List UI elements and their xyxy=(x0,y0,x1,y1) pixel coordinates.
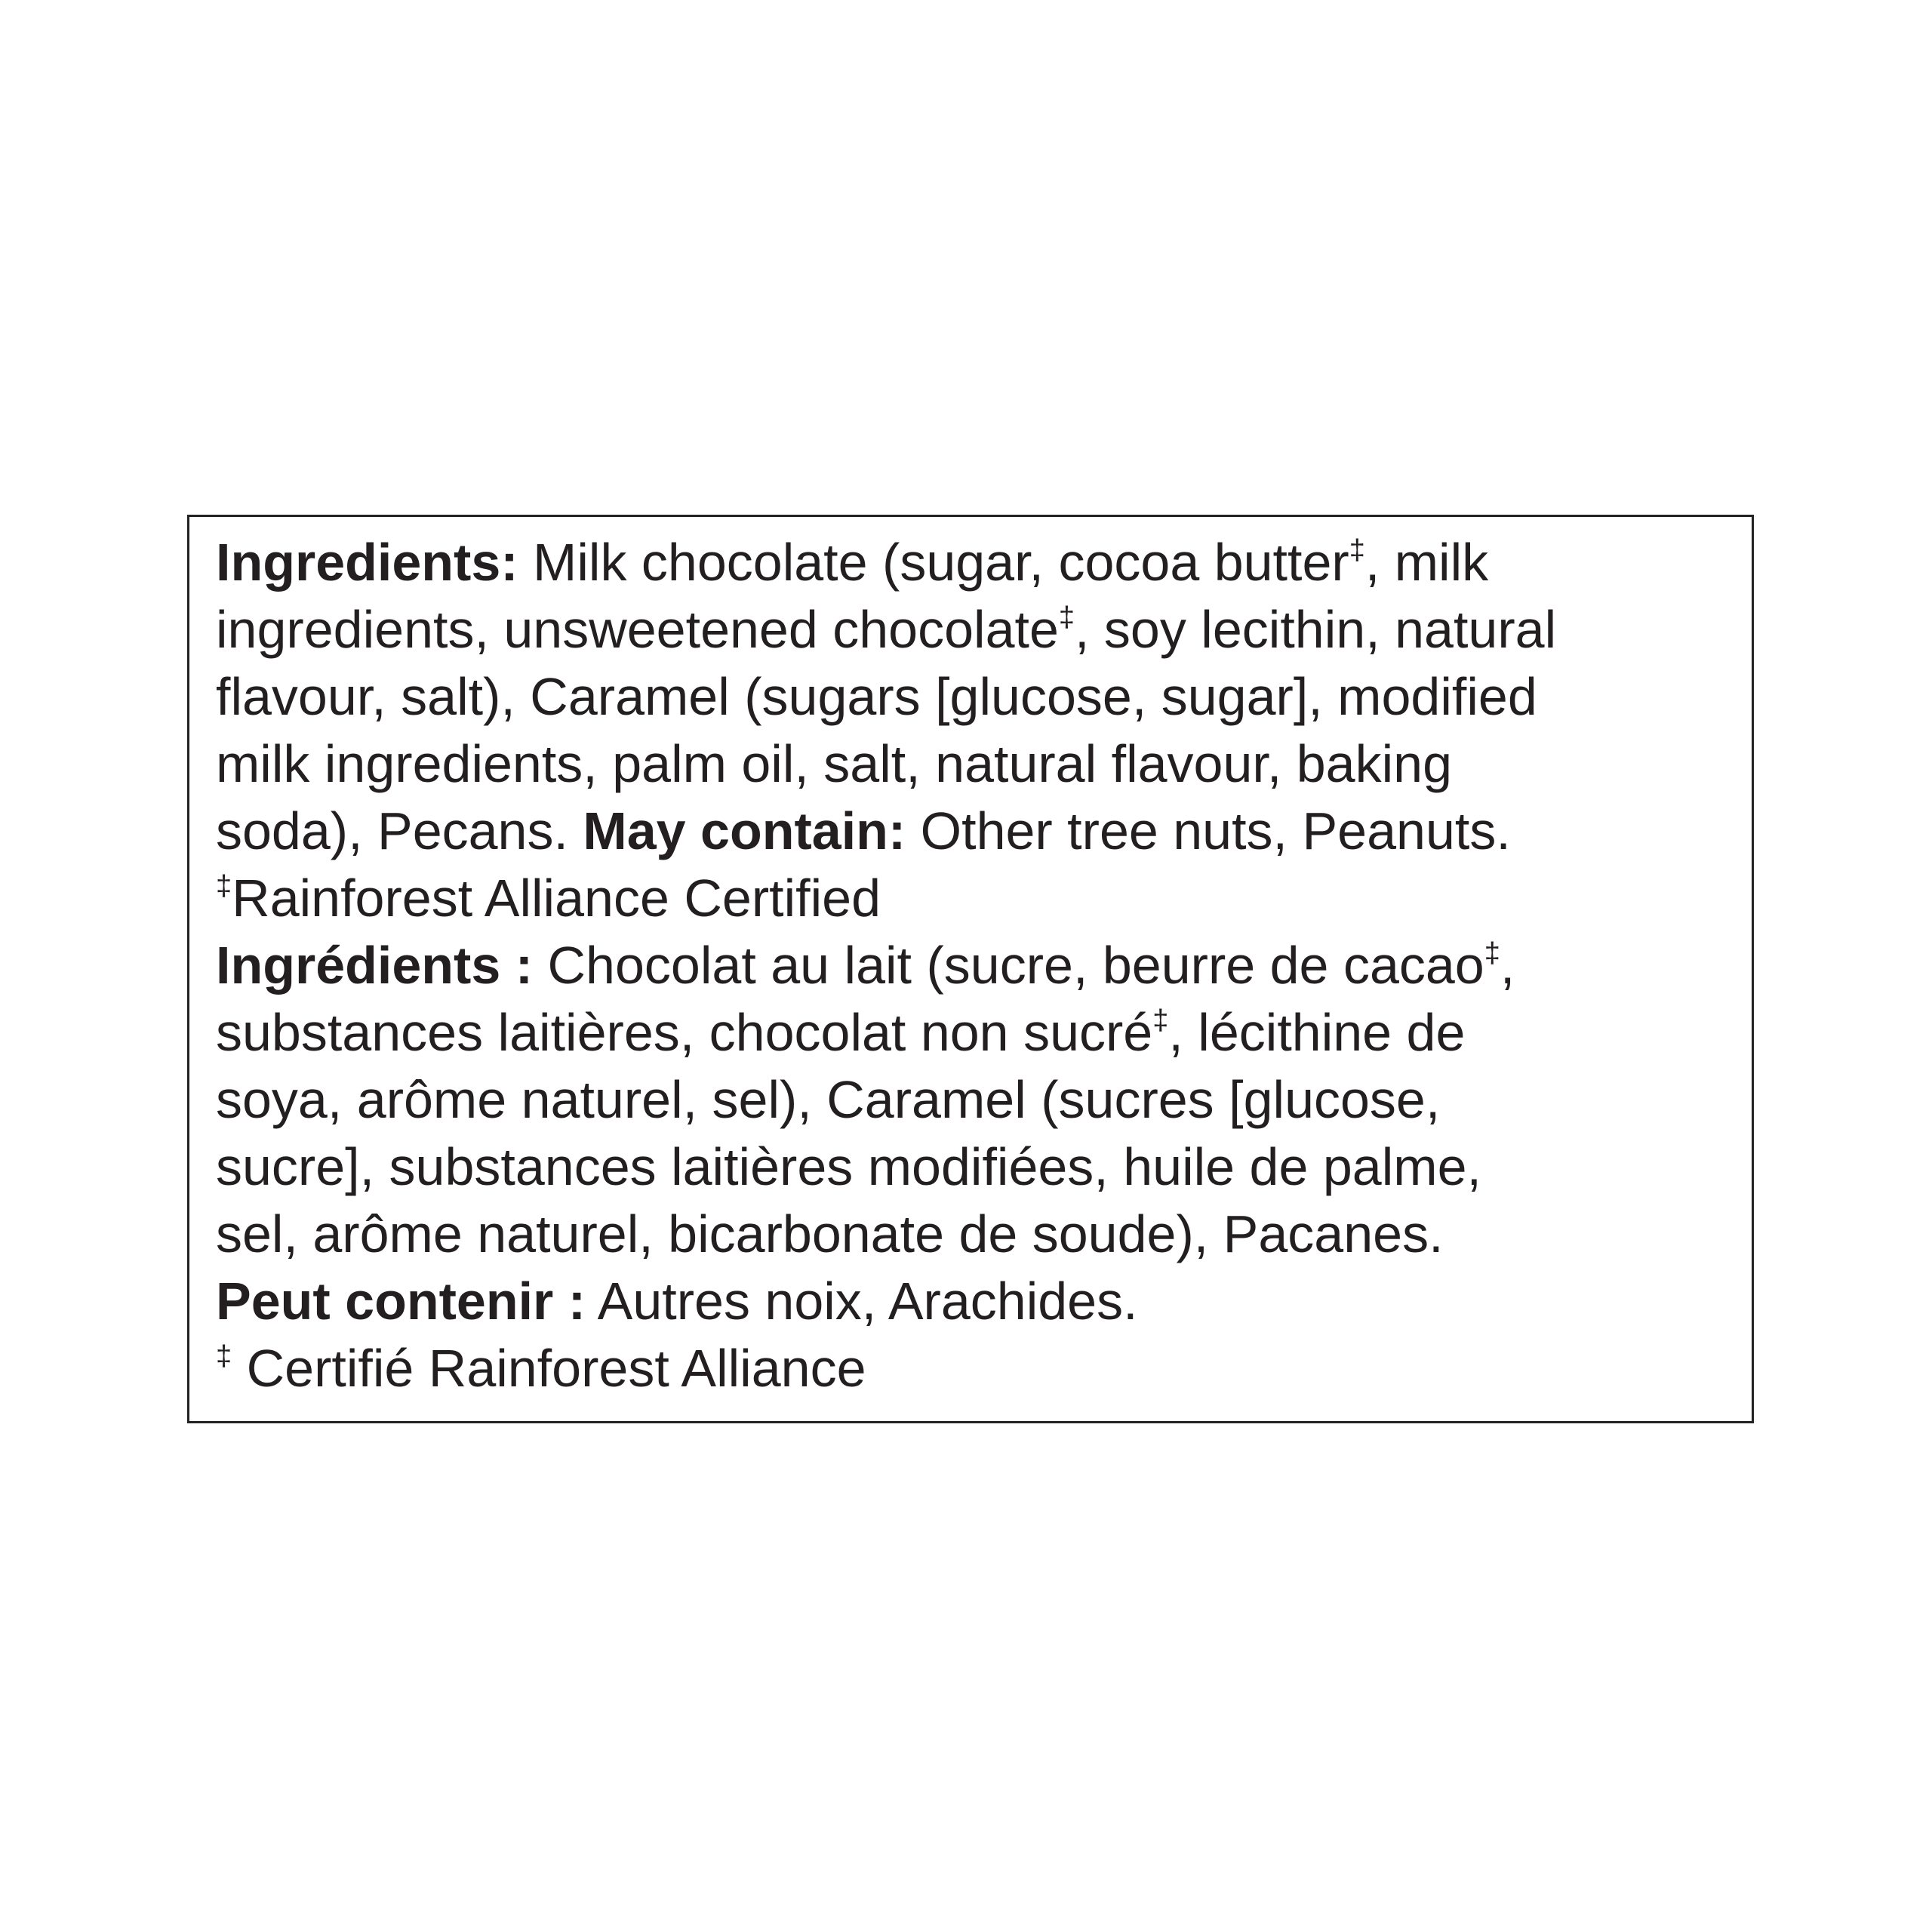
en-line-1 xyxy=(216,529,1748,596)
fr-may-contain-text: Autres noix, Arachides. xyxy=(586,1272,1138,1331)
en-line-4: milk ingredients, palm oil, salt, natural flavour, baking xyxy=(216,734,1453,793)
en-may-contain-text: Other tree nuts, Peanuts. xyxy=(906,801,1511,860)
en-certification-text: Rainforest Alliance Certified xyxy=(232,869,881,928)
fr-ingredients-heading: Ingrédients : xyxy=(216,936,534,995)
fr-certification-line xyxy=(216,1335,1748,1402)
fr-line-2-tail: , lécithine de xyxy=(1168,1003,1466,1062)
en-line-3: flavour, salt), Caramel (sugars [glucose, sugar], modified xyxy=(216,667,1537,726)
ingredients-text xyxy=(216,529,1748,1402)
double-dagger-mark: ‡ xyxy=(1058,601,1075,633)
fr-line-4: sucre], substances laitières modifiées, huile de palme, xyxy=(216,1137,1481,1196)
fr-line-2-text: substances laitières, chocolat non sucré xyxy=(216,1003,1153,1062)
double-dagger-mark: ‡ xyxy=(1152,1004,1169,1036)
fr-line-2 xyxy=(216,999,1748,1066)
fr-line-1 xyxy=(216,932,1748,999)
en-line-2 xyxy=(216,596,1748,663)
en-may-contain-heading: May contain: xyxy=(583,801,906,860)
fr-line-6 xyxy=(216,1268,1748,1335)
fr-line-1-text: Chocolat au lait (sucre, beurre de cacao xyxy=(533,936,1484,995)
en-line-1-tail: , milk xyxy=(1364,533,1489,592)
double-dagger-mark: ‡ xyxy=(1484,937,1500,969)
fr-line-3: soya, arôme naturel, sel), Caramel (sucres [glucose, xyxy=(216,1070,1441,1129)
fr-line-5: sel, arôme naturel, bicarbonate de soude), Pacanes. xyxy=(216,1204,1444,1263)
en-certification-line xyxy=(216,865,1748,932)
fr-line-1-tail: , xyxy=(1500,936,1515,995)
en-line-2-text: ingredients, unsweetened chocolate xyxy=(216,600,1059,659)
en-ingredients-heading: Ingredients: xyxy=(216,533,518,592)
double-dagger-mark: ‡ xyxy=(216,1340,232,1372)
fr-certification-text: Certifié Rainforest Alliance xyxy=(232,1339,866,1398)
en-line-1-text: Milk chocolate (sugar, cocoa butter xyxy=(518,533,1349,592)
ingredients-panel xyxy=(187,515,1754,1423)
double-dagger-mark: ‡ xyxy=(1349,534,1365,566)
en-line-5-text: soda), Pecans. xyxy=(216,801,583,860)
fr-may-contain-heading: Peut contenir : xyxy=(216,1272,586,1331)
en-line-5 xyxy=(216,798,1748,865)
en-line-2-tail: , soy lecithin, natural xyxy=(1075,600,1557,659)
double-dagger-mark: ‡ xyxy=(216,870,232,902)
